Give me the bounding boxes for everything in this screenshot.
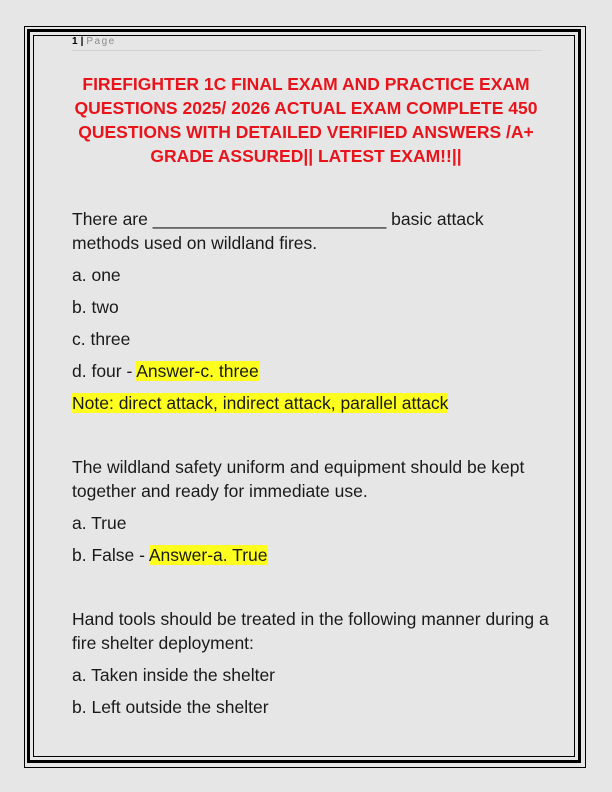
question-2-answer: Answer-a. True — [148, 545, 268, 565]
question-1-option-d-text: d. four - — [72, 361, 137, 381]
question-1-answer: Answer-c. three — [136, 361, 259, 381]
question-1-option-a: a. one — [72, 265, 121, 285]
question-2-stem: The wildland safety uniform and equipment should be kept together and ready for immediate use. — [72, 457, 525, 501]
page-separator: | — [80, 36, 84, 47]
question-1-option-b: b. two — [72, 297, 119, 317]
question-1-stem: There are ________________________ basic attack methods used on wildland fires. — [72, 209, 484, 253]
question-3-option-a: a. Taken inside the shelter — [72, 665, 276, 685]
question-3-stem: Hand tools should be treated in the following manner during a fire shelter deployment: — [72, 609, 549, 653]
page-header — [72, 36, 542, 51]
question-2-option-b-text: b. False - — [72, 545, 149, 565]
question-1-option-d — [72, 359, 552, 383]
question-1-option-c: c. three — [72, 329, 131, 349]
page-word: Page — [86, 36, 116, 47]
question-3-option-b: b. Left outside the shelter — [72, 697, 269, 717]
question-2-option-b — [72, 543, 552, 567]
page-number: 1 — [72, 36, 78, 47]
question-2-option-a: a. True — [72, 513, 127, 533]
question-1-note: Note: direct attack, indirect attack, parallel attack — [72, 393, 449, 413]
document-title: FIREFIGHTER 1C FINAL EXAM AND PRACTICE EXAM QUESTIONS 2025/ 2026 ACTUAL EXAM COMPLETE 450 QUESTIONS WITH DETAILED VERIFIED ANSWERS /A+ GRADE ASSURED|| LATEST EXAM!!|| — [74, 74, 538, 166]
question-1-note-line — [72, 391, 552, 415]
